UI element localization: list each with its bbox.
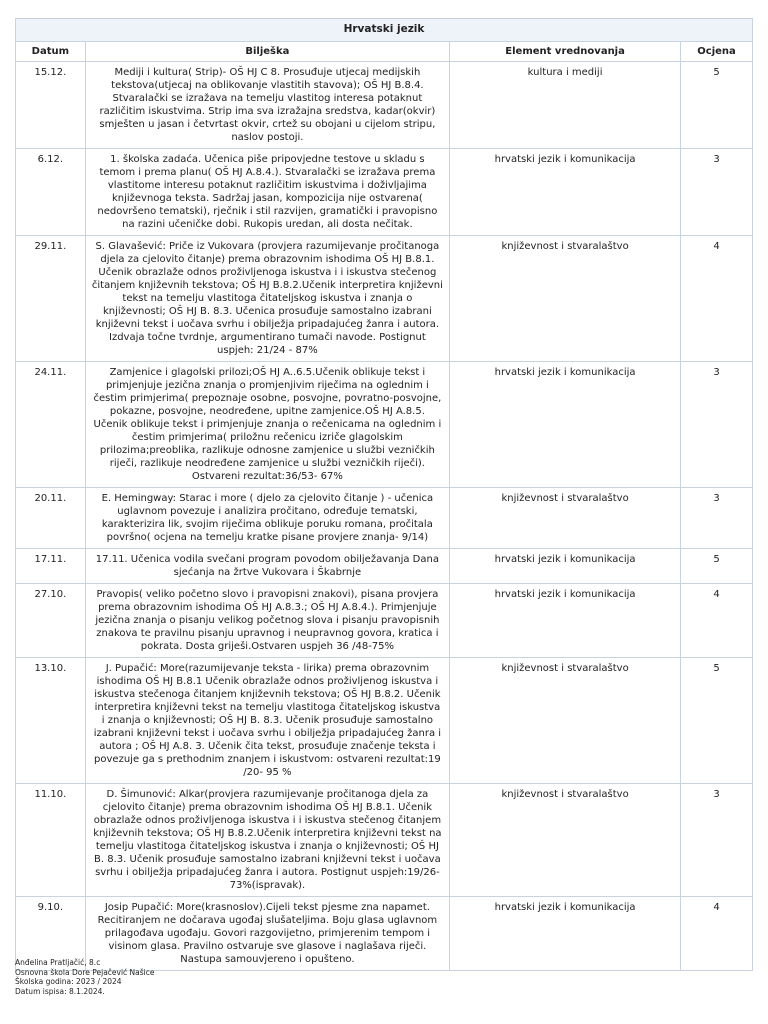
date-cell: 6.12.: [16, 149, 86, 236]
grade-cell: 4: [681, 584, 753, 658]
element-cell: hrvatski jezik i komunikacija: [450, 549, 681, 584]
element-cell: hrvatski jezik i komunikacija: [450, 149, 681, 236]
column-header-note: Bilješka: [85, 42, 449, 62]
column-header-grade: Ocjena: [681, 42, 753, 62]
table-row: [16, 584, 753, 658]
note-cell: Mediji i kultura( Strip)- OŠ HJ C 8. Prosuđuje utjecaj medijskih tekstova(utjecaj na oblikovanje vlastitih stavova); OŠ HJ B.8.4. Stvaralački se izražava na temelju vlastitog interesa potaknut različitim iskustvima. Strip ima sva izražajna sredstva, kadar(okvir) smješten u jasan i četvrtast okvir, crtež su obojani u cijelom stripu, naslov postoji.: [85, 62, 449, 149]
table-title: Hrvatski jezik: [16, 19, 753, 42]
element-cell: hrvatski jezik i komunikacija: [450, 584, 681, 658]
element-cell: književnost i stvaralaštvo: [450, 784, 681, 897]
column-header-date: Datum: [16, 42, 86, 62]
element-cell: književnost i stvaralaštvo: [450, 488, 681, 549]
date-cell: 9.10.: [16, 897, 86, 971]
date-cell: 15.12.: [16, 62, 86, 149]
note-cell: Pravopis( veliko početno slovo i pravopisni znakovi), pisana provjera prema obrazovnim ishodima OŠ HJ A.8.3.; OŠ HJ A.8.4.). Primjenjuje jezična znanja o pisanju velikog početnog slova i pisanju pravopisnih znakova te pravilnu pisanju upravnog i neupravnog govora, kratica i pokrata. Dosta griješi.Ostvaren uspjeh 36 /48-75%: [85, 584, 449, 658]
grade-cell: 3: [681, 784, 753, 897]
page-footer: [15, 958, 155, 996]
grade-cell: 4: [681, 897, 753, 971]
footer-print-date: Datum ispisa: 8.1.2024.: [15, 986, 105, 996]
note-cell: J. Pupačić: More(razumijevanje teksta - lirika) prema obrazovnim ishodima OŠ HJ B.8.1 Učenik obrazlaže odnos proživljenog iskustva i iskustva stečenoga čitanjem književnih tekstova; OŠ HJ B.8.2. Učenik interpretira književni tekst na temelju vlastitoga čitateljskog iskustva i znanja o književnosti; OŠ HJ B. 8.3. Učenik prosuđuje samostalno izabrani književni tekst i uočava svrhu i obilježja pripadajućeg žanra i autora ; OŠ HJ A.8. 3. Učenik čita tekst, prosuđuje značenje teksta i povezuje ga s prethodnim znanjem i iskustvom: ostvareni rezultat:19 /20- 95 %: [85, 658, 449, 784]
note-cell: D. Šimunović: Alkar(provjera razumijevanje pročitanoga djela za cjelovito čitanje) prema obrazovnim ishodima OŠ HJ B.8.1. Učenik obrazlaže odnos proživljenoga iskustva i i iskustva stečenog čitanjem književnih tekstova; OŠ HJ B.8.2.Učenik interpretira književni tekst na temelju vlastitoga čitateljskog iskustva i znanja o književnosti; OŠ HJ B. 8.3. Učenik prosuđuje samostalno izabrani književni tekst i uočava svrhu i obilježja pripadajućeg žanra i autora. Postignut uspjeh:19/26-73%(ispravak).: [85, 784, 449, 897]
grade-cell: 3: [681, 149, 753, 236]
element-cell: književnost i stvaralaštvo: [450, 236, 681, 362]
table-row: [16, 149, 753, 236]
element-cell: hrvatski jezik i komunikacija: [450, 897, 681, 971]
date-cell: 20.11.: [16, 488, 86, 549]
note-cell: Josip Pupačić: More(krasnoslov).Cijeli tekst pjesme zna napamet. Recitiranjem ne dočarava ugođaj slušateljima. Boju glasa uglavnom prilagođava ugođaju. Govori razgovijetno, primjerenim tempom i visinom glasa. Pravilno ostvaruje sve glasove i naglašava riječi. Nastupa samouvjereno i opušteno.: [85, 897, 449, 971]
grades-table: [15, 18, 753, 971]
date-cell: 29.11.: [16, 236, 86, 362]
grade-cell: 4: [681, 236, 753, 362]
date-cell: 27.10.: [16, 584, 86, 658]
note-cell: S. Glavašević: Priče iz Vukovara (provjera razumijevanje pročitanoga djela za cjelovito čitanje) prema obrazovnim ishodima OŠ HJ B.8.1. Učenik obrazlaže odnos proživljenoga iskustva i i iskustva stečenog čitanjem književnih tekstova; OŠ HJ B.8.2.Učenik interpretira književni tekst na temelju vlastitoga čitateljskog iskustva i znanja o književnosti; OŠ HJ B. 8.3. Učenica prosuđuje samostalno izabrani književni tekst i uočava svrhu i obilježja pripadajućeg žanra i autora. Izdvaja točne tvrdnje, argumentirano tumači navode. Postignut uspjeh: 21/24 - 87%: [85, 236, 449, 362]
note-cell: Zamjenice i glagolski prilozi;OŠ HJ A..6.5.Učenik oblikuje tekst i primjenjuje jezična znanja o promjenjivim riječima na oglednim i čestim primjerima( prepoznaje osobne, posvojne, povratno-posvojne, pokazne, posvojne, neodređene, upitne zamjenice.OŠ HJ A.8.5. Učenik oblikuje tekst i primjenjuje znanja o rečenicama na oglednim i čestim primjerima( priložnu rečenicu izriče glagolskim prilozima;preoblika, razlikuje odnosne zamjenice u službi vezničkih riječi, razlikuje neodređene zamjenice u službi vezničkih riječi). Ostvareni rezultat:36/53- 67%: [85, 362, 449, 488]
table-row: [16, 488, 753, 549]
note-cell: 1. školska zadaća. Učenica piše pripovjedne testove u skladu s temom i prema planu( OŠ HJ A.8.4.). Stvaralački se izražava prema vlastitome interesu potaknut različitim iskustvima i doživljajima književnoga teksta. Sadržaj jasan, kompozicija nije ostvarena( nedovršeno tematski), rječnik i stil razvijen, gramatički i pravopisno na razini učeničke dobi. Rukopis uredan, ali dosta nečitak.: [85, 149, 449, 236]
table-row: [16, 784, 753, 897]
date-cell: 17.11.: [16, 549, 86, 584]
table-row: [16, 362, 753, 488]
date-cell: 13.10.: [16, 658, 86, 784]
date-cell: 24.11.: [16, 362, 86, 488]
footer-school-year: Školska godina: 2023 / 2024: [15, 977, 122, 986]
table-row: [16, 549, 753, 584]
element-cell: kultura i mediji: [450, 62, 681, 149]
date-cell: 11.10.: [16, 784, 86, 897]
table-row: [16, 62, 753, 149]
table-row: [16, 658, 753, 784]
grade-cell: 3: [681, 362, 753, 488]
footer-student: Anđelina Pratljačić, 8.c: [15, 958, 101, 967]
grade-cell: 5: [681, 658, 753, 784]
element-cell: hrvatski jezik i komunikacija: [450, 362, 681, 488]
note-cell: 17.11. Učenica vodila svečani program povodom obilježavanja Dana sjećanja na žrtve Vukovara i Škabrnje: [85, 549, 449, 584]
note-cell: E. Hemingway: Starac i more ( djelo za cjelovito čitanje ) - učenica uglavnom povezuje i analizira pročitano, određuje tematski, karakterizira lik, svojim riječima oblikuje poruku romana, pročitala površno( ocjena na temelju kratke pisane provjere znanja- 9/14): [85, 488, 449, 549]
element-cell: književnost i stvaralaštvo: [450, 658, 681, 784]
footer-school: Osnovna škola Dore Pejačević Našice: [15, 967, 155, 977]
table-row: [16, 236, 753, 362]
grade-cell: 3: [681, 488, 753, 549]
grade-cell: 5: [681, 549, 753, 584]
column-header-element: Element vrednovanja: [450, 42, 681, 62]
grade-cell: 5: [681, 62, 753, 149]
